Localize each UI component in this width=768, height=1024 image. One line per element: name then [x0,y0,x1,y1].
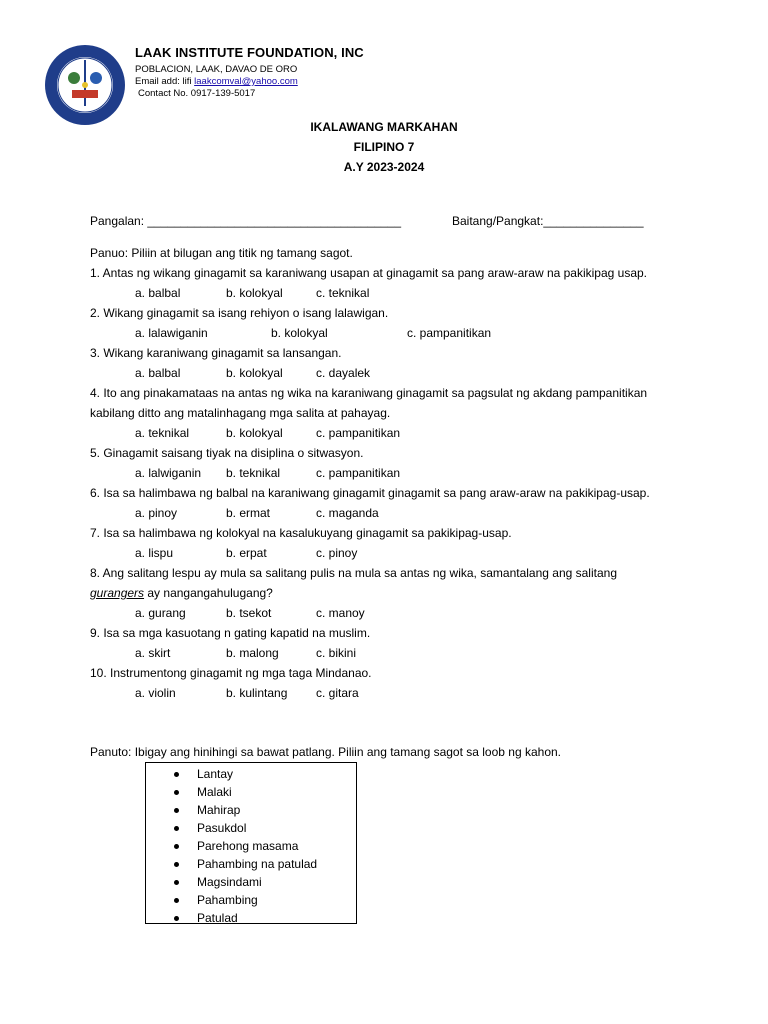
q4-option-b[interactable]: b. kolokyal [226,426,283,440]
q8-option-a[interactable]: a. gurang [135,606,186,620]
choice-item: Patulad [146,909,356,927]
q10-option-a[interactable]: a. violin [135,686,176,700]
question-6: 6. Isa sa halimbawa ng balbal na karaniwang ginagamit ginagamit sa pang araw-araw na pakikipag-usap. [90,486,650,500]
q2-option-b[interactable]: b. kolokyal [271,326,328,340]
choice-item: Malaki [146,783,356,801]
institution-address: POBLACION, LAAK, DAVAO DE ORO [135,64,298,75]
part1-instruction: Panuo: Piliin at bilugan ang titik ng tamang sagot. [90,246,353,260]
part2-instruction: Panuto: Ibigay ang hinihingi sa bawat patlang. Piliin ang tamang sagot sa loob ng kahon. [90,745,561,759]
q7-option-c[interactable]: c. pinoy [316,546,358,560]
q4-option-a[interactable]: a. teknikal [135,426,190,440]
answer-choices-box [145,762,357,924]
q5-option-b[interactable]: b. teknikal [226,466,281,480]
question-9: 9. Isa sa mga kasuotang n gating kapatid na muslim. [90,626,371,640]
question-8-tail: ay nangangahulugang? [144,586,273,600]
q5-option-a[interactable]: a. lalwiganin [135,466,202,480]
q9-option-a[interactable]: a. skirt [135,646,171,660]
q10-option-c[interactable]: c. gitara [316,686,359,700]
subject-title: FILIPINO 7 [353,140,415,154]
q7-option-b[interactable]: b. erpat [226,546,267,560]
question-8-cont [90,585,273,601]
choice-item: Lantay [146,765,356,783]
question-8-term: gurangers [90,586,145,600]
institution-name: LAAK INSTITUTE FOUNDATION, INC [135,45,364,60]
q2-option-a[interactable]: a. lalawiganin [135,326,208,340]
choice-item: Pahambing na patulad [146,855,356,873]
question-3: 3. Wikang karaniwang ginagamit sa lansangan. [90,346,342,360]
institution-contact: Contact No. 0917-139-5017 [138,88,256,99]
q2-option-c[interactable]: c. pampanitikan [407,326,492,340]
choice-item: Magsindami [146,873,356,891]
q3-option-c[interactable]: c. dayalek [316,366,371,380]
q9-option-c[interactable]: c. bikini [316,646,357,660]
grade-section-label: Baitang/Pangkat:_______________ [452,214,644,228]
q6-option-c[interactable]: c. maganda [316,506,379,520]
q5-option-c[interactable]: c. pampanitikan [316,466,401,480]
q3-option-b[interactable]: b. kolokyal [226,366,283,380]
question-10: 10. Instrumentong ginagamit ng mga taga Mindanao. [90,666,372,680]
choice-item: Pahambing [146,891,356,909]
choice-item: Parehong masama [146,837,356,855]
q4-option-c[interactable]: c. pampanitikan [316,426,401,440]
question-4-cont: kabilang ditto ang matalinhagang mga salita at pahayag. [90,406,391,420]
choice-item: Mahirap [146,801,356,819]
question-7: 7. Isa sa halimbawa ng kolokyal na kasalukuyang ginagamit sa pakikipag-usap. [90,526,512,540]
quarter-title: IKALAWANG MARKAHAN [310,120,458,134]
question-8: 8. Ang salitang lespu ay mula sa salitang pulis na mula sa antas ng wika, samantalang ang salitang [90,566,617,580]
school-year-title: A.Y 2023-2024 [343,160,425,174]
q10-option-b[interactable]: b. kulintang [226,686,288,700]
q1-option-b[interactable]: b. kolokyal [226,286,283,300]
q8-option-c[interactable]: c. manoy [316,606,365,620]
email-label: Email add: lifi [135,76,195,87]
question-5: 5. Ginagamit saisang tiyak na disiplina o sitwasyon. [90,446,364,460]
q9-option-b[interactable]: b. malong [226,646,279,660]
q1-option-c[interactable]: c. teknikal [316,286,370,300]
institution-email-line [135,76,298,88]
q1-option-a[interactable]: a. balbal [135,286,181,300]
question-2: 2. Wikang ginagamit sa isang rehiyon o isang lalawigan. [90,306,389,320]
question-1: 1. Antas ng wikang ginagamit sa karaniwang usapan at ginagamit sa pang araw-araw na pakikipag usap. [90,266,648,280]
q6-option-a[interactable]: a. pinoy [135,506,178,520]
school-seal-logo [44,44,126,126]
q7-option-a[interactable]: a. lispu [135,546,174,560]
q6-option-b[interactable]: b. ermat [226,506,271,520]
question-4: 4. Ito ang pinakamataas na antas ng wika na karaniwang ginagamit sa pagsulat ng akdang pampanitikan [90,386,648,400]
q8-option-b[interactable]: b. tsekot [226,606,272,620]
choice-item: Pasukdol [146,819,356,837]
q3-option-a[interactable]: a. balbal [135,366,181,380]
name-field-label: Pangalan: ______________________________________ [90,214,401,228]
answer-choices-list [146,763,356,927]
email-link[interactable]: laakcomval@yahoo.com [194,76,298,87]
